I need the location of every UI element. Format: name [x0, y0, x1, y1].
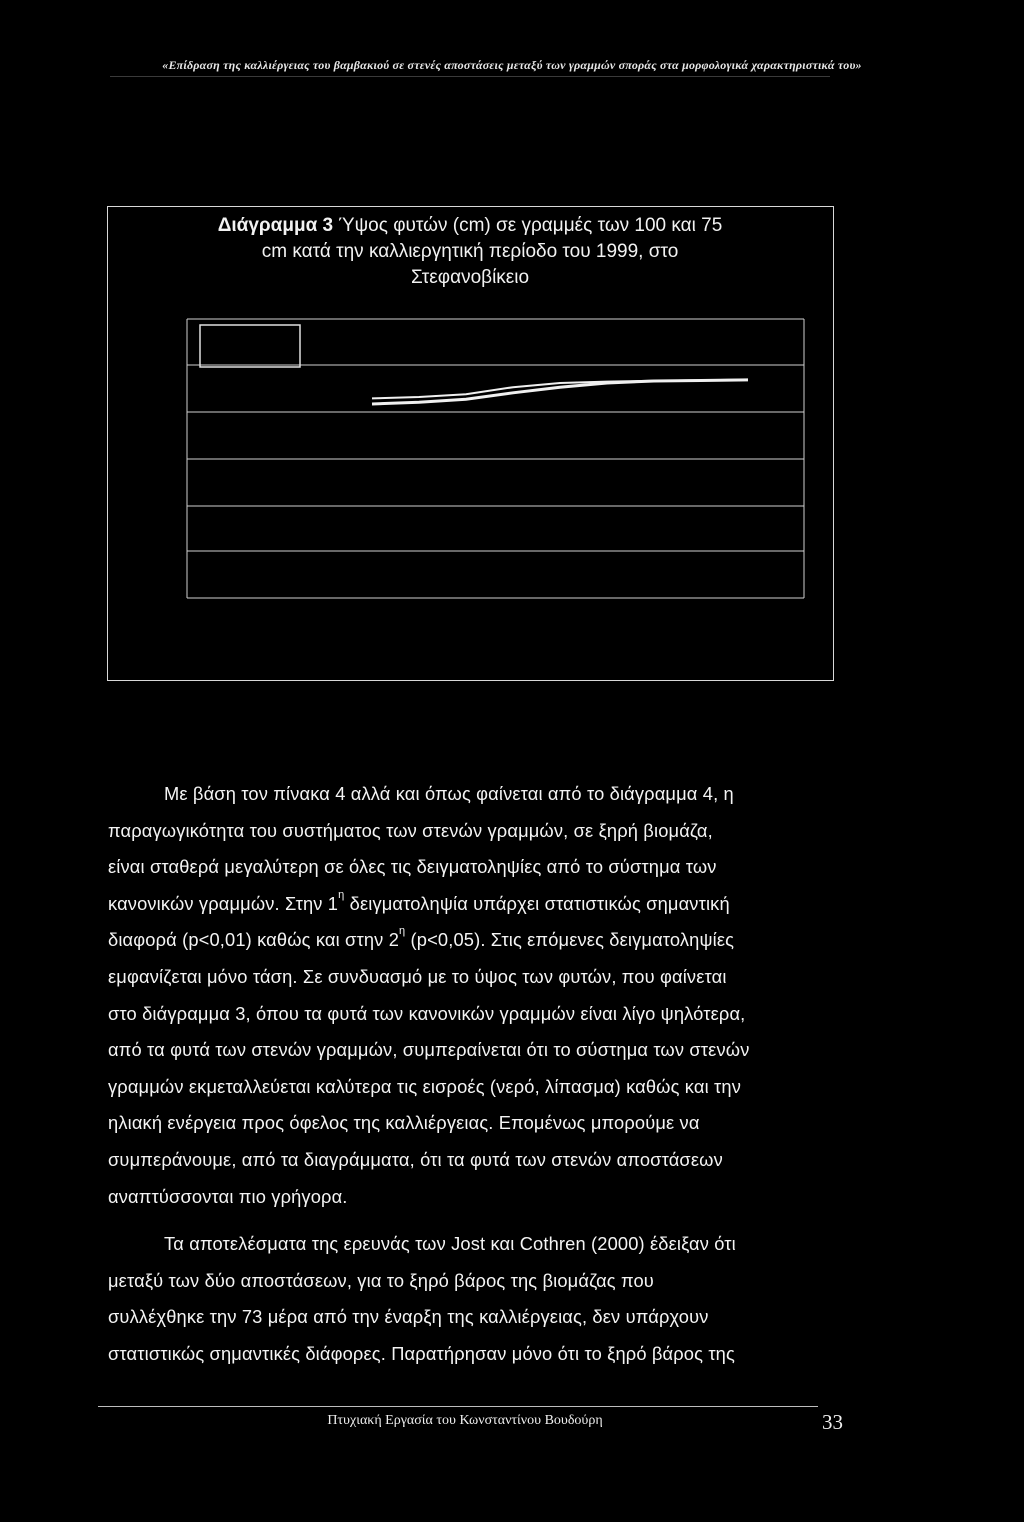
text-line: συμπεράνουμε, από τα διαγράμματα, ότι τα φυτά των στενών αποστάσεων [108, 1149, 723, 1170]
chart-title-line1: Ύψος φυτών (cm) σε γραμμές των 100 και 75 [333, 215, 723, 236]
chart-title-line3: Στεφανοβίκειο [410, 267, 530, 288]
text-line: γραμμών εκμεταλλεύεται καλύτερα τις εισροές (νερό, λίπασμα) καθώς και την [108, 1075, 742, 1097]
footer-author: Πτυχιακή Εργασία του Κωνσταντίνου Βουδούρη [327, 1413, 603, 1428]
chart-legend-box [200, 325, 300, 367]
text-line: στο διάγραμμα 3, όπου τα φυτά των κανονικών γραμμών είναι λίγο ψηλότερα, [108, 1002, 746, 1024]
text-line: παραγωγικότητα του συστήματος των στενών γραμμών, σε ξηρή βιομάζα, [108, 819, 713, 841]
text-line: συλλέχθηκε την 73 μέρα από την έναρξη της καλλιέργειας, δεν υπάρχουν [108, 1306, 709, 1328]
text-line: εμφανίζεται μόνο τάση. Σε συνδυασμό με το ύψος των φυτών, που φαίνεται [108, 966, 727, 987]
chart-grid [187, 319, 804, 598]
text-line: αναπτύσσονται πιο γρήγορα. [108, 1185, 348, 1207]
text-fragment: δειγματοληψία υπάρχει στατιστικώς σημαντική [344, 892, 730, 914]
text-line: μεταξύ των δύο αποστάσεων, για το ξηρό βάρος της βιομάζας που [108, 1269, 654, 1291]
text-line: στατιστικώς σημαντικές διάφορες. Παρατήρησαν μόνο ότι το ξηρό βάρος της [108, 1342, 735, 1364]
text-fragment: διαφορά (p<0,01) καθώς και στην 2 [108, 929, 400, 951]
text-fragment: κανονικών γραμμών. Στην 1 [108, 892, 339, 914]
text-line: από τα φυτά των στενών γραμμών, συμπεραίνεται ότι το σύστημα των στενών [108, 1039, 750, 1061]
running-header: «Επίδραση της καλλιέργειας του βαμβακιού σε στενές αποστάσεις μεταξύ των γραμμών σποράς στα μορφολογικά χαρακτηριστικά του» [162, 58, 862, 72]
text-line: Με βάση τον πίνακα 4 αλλά και όπως φαίνεται από το διάγραμμα 4, η [164, 783, 734, 804]
ordinal-superscript: η [338, 888, 345, 901]
series-line-1 [372, 380, 748, 399]
ordinal-superscript: η [399, 925, 406, 938]
text-line: ηλιακή ενέργεια προς όφελος της καλλιέργειας. Επομένως μπορούμε να [108, 1112, 700, 1134]
chart-series [372, 380, 748, 404]
text-line [108, 925, 850, 951]
chart-plot [0, 0, 1024, 700]
footer-divider [98, 1406, 818, 1407]
page-number: 33 [822, 1410, 843, 1434]
text-line: είναι σταθερά μεγαλύτερη σε όλες τις δειγματοληψίες από το σύστημα των [108, 856, 717, 878]
text-line: Τα αποτελέσματα της ερευνάς των Jost και Cothren (2000) έδειξαν ότι [164, 1233, 736, 1254]
text-line [108, 888, 850, 915]
text-fragment: (p<0,05). Στις επόμενες δειγματοληψίες [405, 929, 735, 951]
chart-title-line2: cm κατά την καλλιεργητική περίοδο του 1999, στο [261, 241, 679, 262]
chart-title-label: Διάγραμμα 3 [217, 215, 334, 236]
